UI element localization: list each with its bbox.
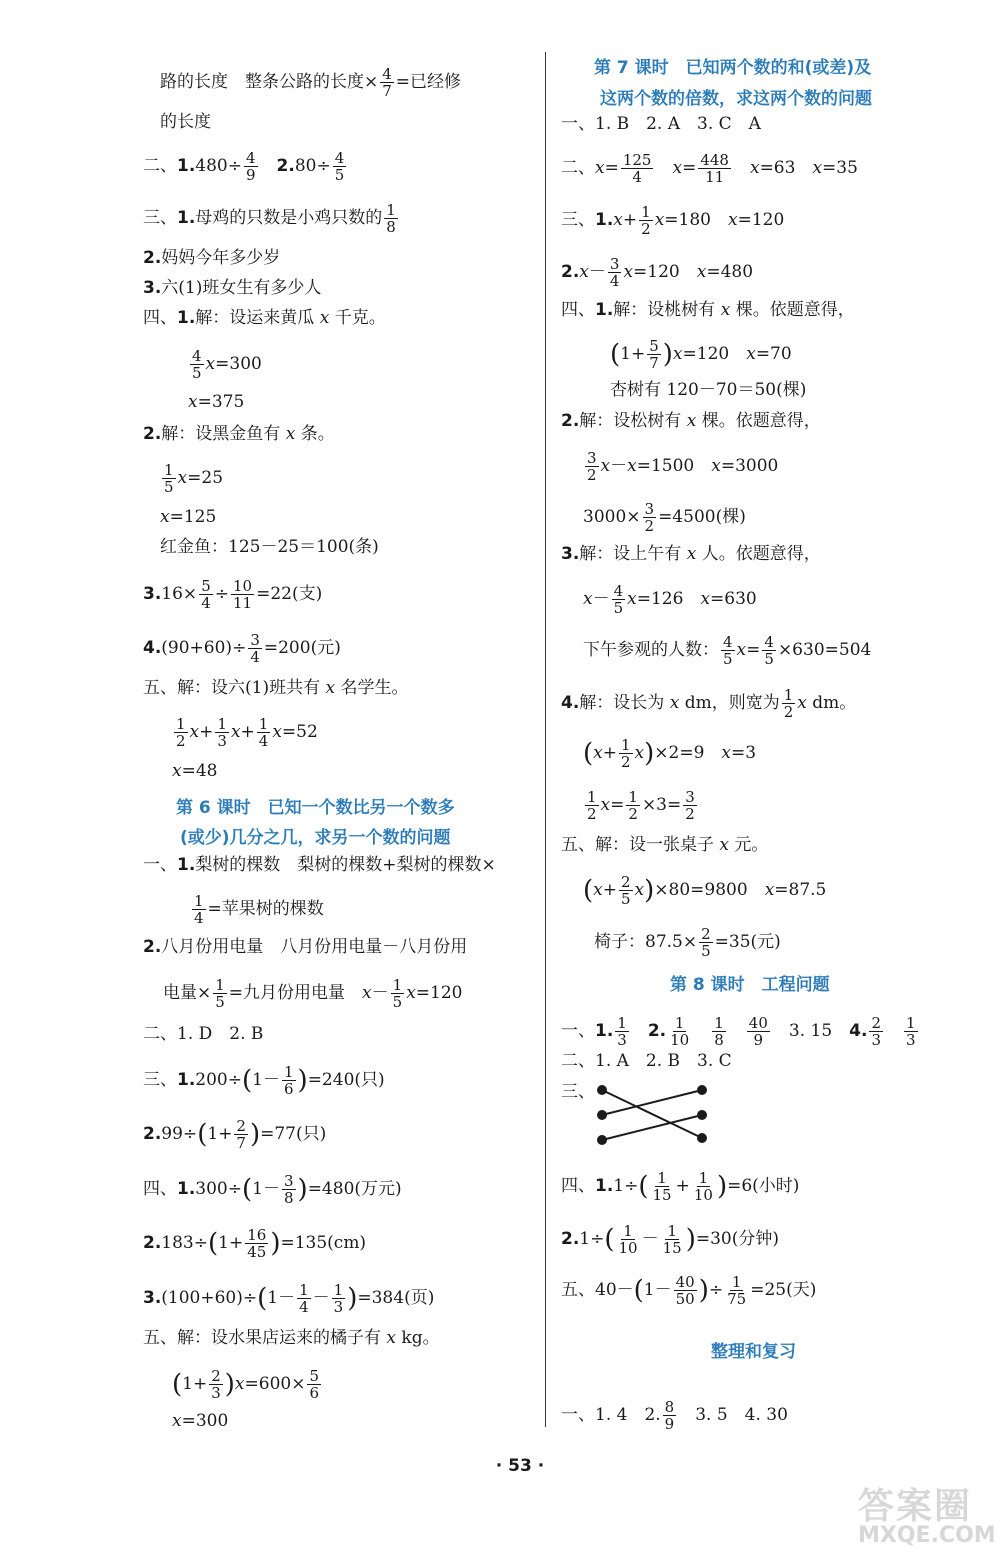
equation: x=125 bbox=[160, 507, 217, 527]
equation: $\frac{4}{5}$ x=300 bbox=[192, 347, 262, 382]
answer-line: 2.99÷(1+ $\frac{2}{7}$ )=77(只) bbox=[143, 1117, 327, 1152]
equation: x=48 bbox=[172, 761, 218, 781]
answer-line: 路的长度 整条公路的长度× $\frac{4}{7}$ =已经修 bbox=[160, 65, 462, 100]
answer-line: 一、1. 4 2. $\frac{8}{9}$ 3. 5 4. 30 bbox=[561, 1398, 788, 1433]
equation: x=375 bbox=[188, 392, 245, 412]
answer-line: 杏树有 120－70＝50(棵) bbox=[610, 380, 807, 400]
answer-line: 4.解：设长为 x dm，则宽为 $\frac{1}{2}$ x dm。 bbox=[561, 686, 857, 721]
match-dot bbox=[597, 1110, 607, 1120]
answer-line: 三、1.200÷(1－ $\frac{1}{6}$ )=240(只) bbox=[143, 1063, 385, 1098]
answer-line: 四、1.300÷(1－ $\frac{3}{8}$ )=480(万元) bbox=[143, 1172, 402, 1207]
answer-line: 五、解：设一张桌子 x 元。 bbox=[561, 835, 769, 855]
match-dot bbox=[697, 1085, 707, 1095]
answer-line: 3.16× $\frac{5}{4}$ ÷ $\frac{10}{11}$ =22(支) bbox=[143, 577, 323, 612]
answer-line: 2.解：设松树有 x 棵。依题意得， bbox=[561, 411, 821, 431]
equation: $\frac{3}{2}$ x－x=1500 x=3000 bbox=[587, 449, 779, 484]
answer-line: 椅子：87.5× $\frac{2}{5}$ =35(元) bbox=[594, 925, 781, 960]
equation: $\frac{1}{5}$ x=25 bbox=[164, 461, 224, 496]
answer-line: 三、1.x+ $\frac{1}{2}$ x=180 x=120 bbox=[561, 203, 785, 238]
matching-diagram bbox=[596, 1082, 716, 1154]
answer-line: 3.解：设上午有 x 人。依题意得， bbox=[561, 544, 821, 564]
match-line bbox=[602, 1090, 702, 1115]
answer-line: 二、1. A 2. B 3. C bbox=[561, 1051, 732, 1071]
lesson-7-title-line1: 第 7 课时 已知两个数的和(或差)及 bbox=[594, 58, 872, 78]
equation: $\frac{1}{2}$ x= $\frac{1}{2}$ ×3= $\frac{3}{2}$ bbox=[587, 788, 695, 823]
lesson-6-title-line2: (或少)几分之几，求另一个数的问题 bbox=[180, 828, 451, 848]
answer-line: 2.x－ $\frac{3}{4}$ x=120 x=480 bbox=[561, 255, 754, 290]
answer-line: 4.(90+60)÷ $\frac{3}{4}$ =200(元) bbox=[143, 631, 341, 666]
page-number: · 53 · bbox=[495, 1456, 545, 1476]
lesson-8-title: 第 8 课时 工程问题 bbox=[670, 975, 830, 995]
match-line bbox=[602, 1115, 702, 1140]
watermark-logo bbox=[858, 1478, 996, 1548]
answer-line: 红金鱼：125－25＝100(条) bbox=[160, 537, 379, 557]
equation: $\frac{1}{2}$ x+ $\frac{1}{3}$ x+ $\frac{1}{4}$ x=52 bbox=[176, 715, 318, 750]
equation: (1+ $\frac{2}{3}$ )x=600× $\frac{5}{6}$ bbox=[172, 1367, 319, 1402]
match-line bbox=[602, 1090, 702, 1138]
match-dot bbox=[597, 1085, 607, 1095]
watermark-url: MXQE.COM bbox=[858, 1523, 996, 1548]
answer-line: 2.妈妈今年多少岁 bbox=[143, 248, 281, 268]
watermark-text: 答案圈 bbox=[858, 1486, 973, 1527]
equation: (x+ $\frac{2}{5}$ x)×80=9800 x=87.5 bbox=[583, 873, 827, 908]
equation: 3000× $\frac{3}{2}$ =4500(棵) bbox=[583, 500, 746, 535]
match-dot bbox=[697, 1110, 707, 1120]
answer-line: 二、1.480÷ $\frac{4}{9}$ 2.80÷ $\frac{4}{5}$ bbox=[143, 149, 345, 184]
answer-line: 二、1. D 2. B bbox=[143, 1024, 264, 1044]
answer-line: 四、1.解：设桃树有 x 棵。依题意得， bbox=[561, 300, 855, 320]
answer-line: 一、1. $\frac{1}{3}$ 2. $\frac{1}{10}$ $\frac{1}{8}$ $\frac{40}{9}$ 3. 15 4. $\frac{2}{3}$ $\frac{1}{3}$ bbox=[561, 1014, 916, 1049]
lesson-7-title-line2: 这两个数的倍数，求这两个数的问题 bbox=[600, 89, 872, 109]
answer-line: 2.解：设黑金鱼有 x 条。 bbox=[143, 424, 335, 444]
answer-line: 一、1. B 2. A 3. C A bbox=[561, 114, 761, 134]
equation: (x+ $\frac{1}{2}$ x)×2=9 x=3 bbox=[583, 736, 757, 771]
answer-line: $\frac{1}{4}$ =苹果树的棵数 bbox=[194, 892, 324, 927]
answer-line: 2.八月份用电量 八月份用电量－八月份用 bbox=[143, 937, 468, 957]
lesson-6-title-line1: 第 6 课时 已知一个数比另一个数多 bbox=[176, 798, 455, 818]
equation: (1+ $\frac{5}{7}$ )x=120 x=70 bbox=[610, 337, 792, 372]
equation: x=300 bbox=[172, 1411, 229, 1431]
column-divider bbox=[545, 52, 546, 1427]
answer-line: 一、1.梨树的棵数 梨树的棵数+梨树的棵数× bbox=[143, 855, 496, 875]
answer-line: 三、1.母鸡的只数是小鸡只数的 $\frac{1}{8}$ bbox=[143, 201, 396, 236]
match-dot bbox=[597, 1135, 607, 1145]
answer-line: 下午参观的人数： $\frac{4}{5}$ x= $\frac{4}{5}$ ×630=504 bbox=[583, 633, 872, 668]
answer-line: 五、解：设水果店运来的橘子有 x kg。 bbox=[143, 1328, 440, 1348]
answer-line: 2.183÷(1+ $\frac{16}{45}$ )=135(cm) bbox=[143, 1226, 367, 1261]
answer-line: 3.(100+60)÷(1－ $\frac{1}{4}$ － $\frac{1}{3}$ )=384(页) bbox=[143, 1281, 435, 1316]
answer-line: 四、1.解：设运来黄瓜 x 千克。 bbox=[143, 308, 386, 328]
answer-line: 的长度 bbox=[160, 112, 211, 132]
equation: x－ $\frac{4}{5}$ x=126 x=630 bbox=[583, 582, 757, 617]
review-title: 整理和复习 bbox=[711, 1342, 796, 1362]
answer-line: 四、1.1÷( $\frac{1}{15}$ + $\frac{1}{10}$ )=6(小时) bbox=[561, 1169, 800, 1204]
answer-line: 三、 bbox=[561, 1082, 595, 1102]
answer-line: 二、x= $\frac{125}{4}$ x= $\frac{448}{11}$ x=63 x=35 bbox=[561, 151, 858, 186]
answer-line: 2.1÷( $\frac{1}{10}$ － $\frac{1}{15}$ )=30(分钟) bbox=[561, 1222, 779, 1257]
match-dot bbox=[697, 1133, 707, 1143]
answer-line: 五、40－(1－ $\frac{40}{50}$ )÷ $\frac{1}{75}$ =25(天) bbox=[561, 1273, 817, 1308]
answer-line: 电量× $\frac{1}{5}$ =九月份用电量 x－ $\frac{1}{5}$ x=120 bbox=[163, 976, 463, 1011]
answer-line: 五、解：设六(1)班共有 x 名学生。 bbox=[143, 678, 409, 698]
answer-line: 3.六(1)班女生有多少人 bbox=[143, 278, 322, 298]
